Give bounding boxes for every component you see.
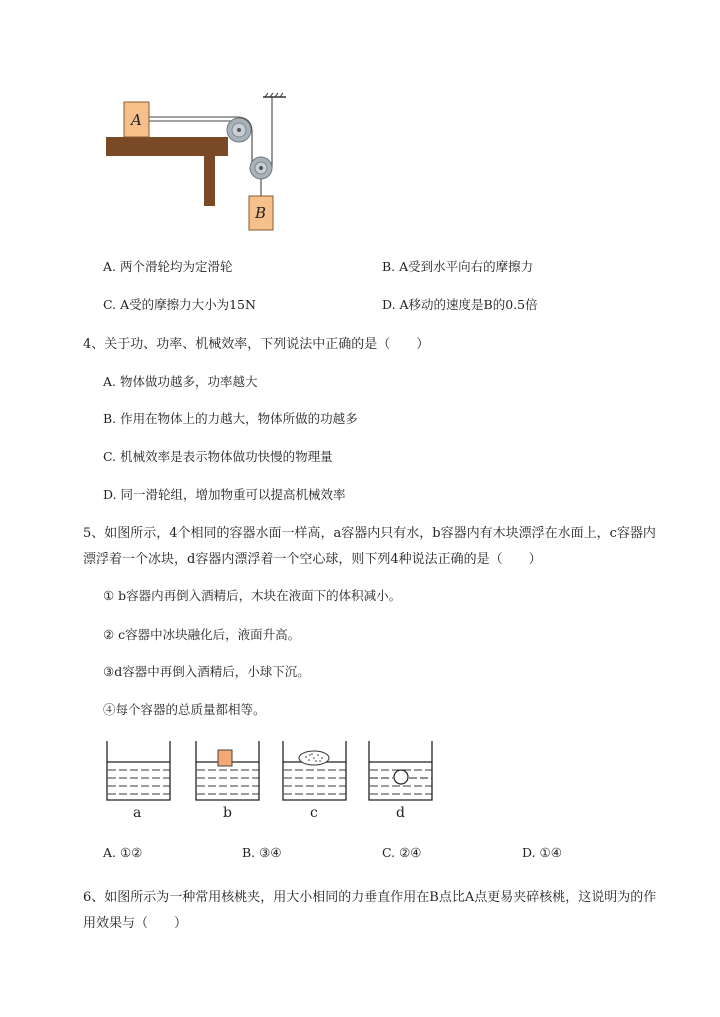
q5-statement-2: ② c容器中冰块融化后，液面升高。 [103,627,301,642]
container-d [369,741,432,800]
q3-option-c[interactable]: C. A受的摩擦力大小为15N [103,297,256,312]
container-a [107,741,170,800]
table [106,137,228,206]
q4-option-a[interactable]: A. 物体做功越多，功率越大 [103,374,258,389]
q4-option-c[interactable]: C. 机械效率是表示物体做功快慢的物理量 [103,449,333,464]
container-label-a: a [133,805,142,821]
q4-stem: 4、关于功、功率、机械效率，下列说法中正确的是（ ） [83,337,430,352]
q3-option-b[interactable]: B. A受到水平向右的摩擦力 [382,259,534,274]
movable-pulley [250,157,272,179]
q5-statement-4: ④每个容器的总质量都相等。 [103,702,266,717]
q5-stem-line1: 5、如图所示，4个相同的容器水面一样高，a容器内只有水，b容器内有木块漂浮在水面上，c容器内 [83,526,656,541]
q4-option-d[interactable]: D. 同一滑轮组，增加物重可以提高机械效率 [103,487,346,502]
q5-statement-1: ① b容器内再倒入酒精后，木块在液面下的体积减小。 [103,588,402,603]
container-c [283,741,346,800]
wood-block [218,750,232,766]
fixed-pulley [227,118,251,142]
q6-stem-line1: 6、如图所示为一种常用核桃夹，用大小相同的力垂直作用在B点比A点更易夹碎核桃，这说明为的作 [83,890,657,905]
ice-block [299,751,329,765]
q5-option-a[interactable]: A. ①② [103,845,143,860]
q5-stem-line2: 漂浮着一个冰块，d容器内漂浮着一个空心球，则下列4种说法正确的是（ ） [83,552,542,567]
ceiling-mount [263,93,286,97]
hollow-ball [394,770,408,784]
q5-option-d[interactable]: D. ①④ [522,845,562,860]
q3-option-a[interactable]: A. 两个滑轮均为定滑轮 [103,259,233,274]
q3-option-d[interactable]: D. A移动的速度是B的0.5倍 [382,297,538,312]
q5-option-b[interactable]: B. ③④ [242,845,282,860]
q5-option-c[interactable]: C. ②④ [382,845,422,860]
block-a-label: A [131,111,142,129]
pulley-figure [0,0,720,240]
container-b [196,741,259,800]
q5-statement-3: ③d容器中再倒入酒精后，小球下沉。 [103,664,310,679]
q4-option-b[interactable]: B. 作用在物体上的力越大，物体所做的功越多 [103,411,358,426]
q6-stem-line2: 用效果与（ ） [83,916,188,931]
container-label-c: c [310,805,318,821]
block-b-label: B [255,204,267,222]
container-label-b: b [223,805,232,821]
container-label-d: d [396,805,405,821]
